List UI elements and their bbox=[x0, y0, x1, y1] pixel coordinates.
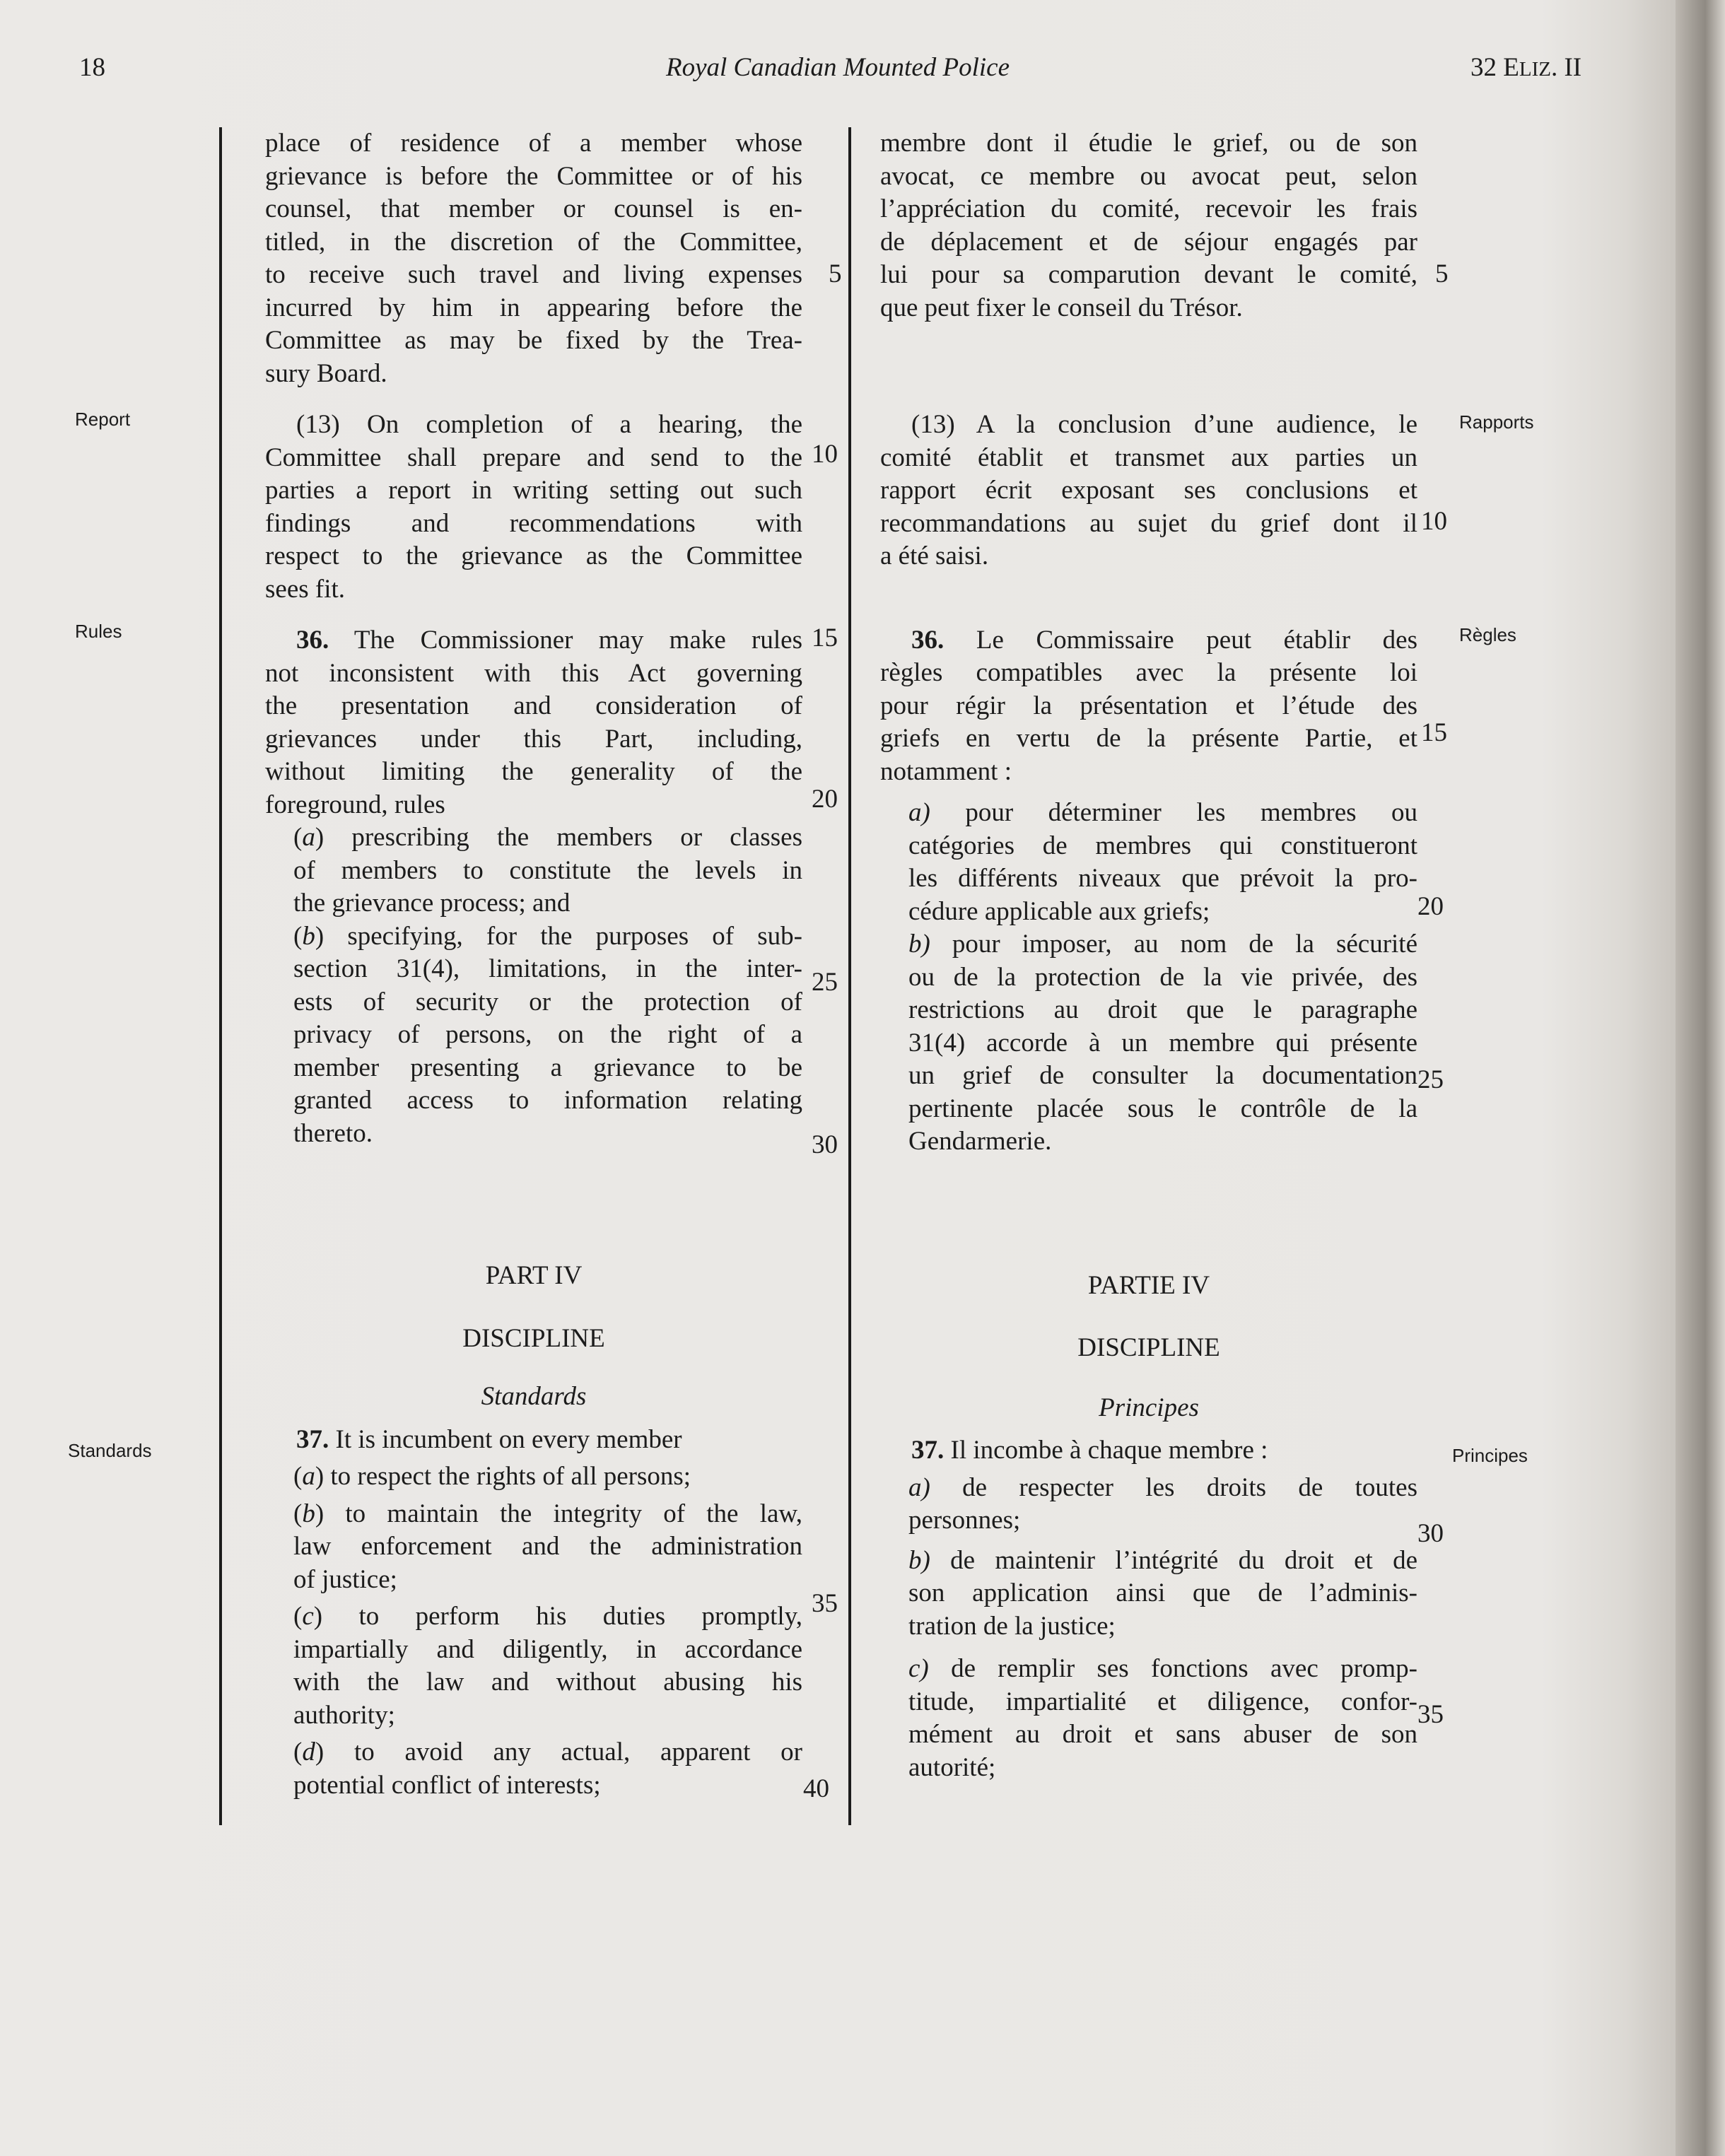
fr-s36-number: 36. bbox=[911, 625, 945, 655]
en-s36b-line: privacy of persons, on the right of a bbox=[293, 1020, 802, 1049]
en-para12-line: grievance is before the Committee or of his bbox=[265, 161, 802, 191]
en-s37a-line: (a) to respect the rights of all persons; bbox=[293, 1462, 691, 1491]
en-line-number: 40 bbox=[803, 1774, 829, 1803]
fr-s36b-line: 31(4) accorde à un membre qui présente bbox=[908, 1028, 1417, 1058]
spacer bbox=[880, 1424, 1417, 1434]
fr-s37a-label: a) bbox=[908, 1472, 930, 1502]
french-column bbox=[880, 127, 1417, 1784]
spacer bbox=[265, 606, 802, 624]
fr-s37c-line: mément au droit et sans abuser de son bbox=[908, 1720, 1417, 1749]
en-s37-intro: It is incumbent on every member bbox=[335, 1424, 682, 1454]
fr-s37c-text: de remplir ses fonctions avec promp- bbox=[951, 1654, 1417, 1683]
en-s37c-last: authority; bbox=[293, 1700, 395, 1730]
fr-s37b-text: de maintenir l’intégrité du droit et de bbox=[950, 1545, 1417, 1575]
en-para12-line: to receive such travel and living expenses bbox=[265, 260, 802, 289]
en-para12-line: Committee as may be fixed by the Trea- bbox=[265, 326, 802, 355]
fr-s36b-text: pour imposer, au nom de la sécurité bbox=[952, 930, 1417, 959]
fr-s36b-line: pertinente placée sous le contrôle de la bbox=[908, 1094, 1417, 1123]
en-s36-line: without limiting the generality of the bbox=[265, 757, 802, 786]
fr-s37a-last: personnes; bbox=[908, 1506, 1021, 1535]
fr-line-number: 35 bbox=[1417, 1700, 1444, 1729]
en-s37c-text: to perform his duties promptly, bbox=[358, 1602, 802, 1631]
fr-s36-line bbox=[880, 624, 1417, 657]
en-line-number: 35 bbox=[812, 1589, 838, 1618]
fr-s36-line: règles compatibles avec la présente loi bbox=[880, 658, 1417, 687]
fr-s36a-label: a) bbox=[908, 798, 930, 827]
spacer bbox=[880, 788, 1417, 797]
en-para13-line: findings and recommendations with bbox=[265, 508, 802, 538]
en-s37b-text: to maintain the integrity of the law, bbox=[345, 1499, 802, 1528]
en-s37d-line: (d) to avoid any actual, apparent or bbox=[293, 1738, 803, 1767]
spacer bbox=[880, 324, 1417, 409]
en-para13-line: (13) On completion of a hearing, the bbox=[296, 410, 802, 439]
spacer bbox=[265, 1414, 802, 1424]
en-s36-line: the presentation and consideration of bbox=[265, 691, 802, 720]
spacer bbox=[265, 1355, 802, 1381]
fr-s36b-line bbox=[880, 928, 1417, 961]
fr-line-number: 25 bbox=[1417, 1065, 1444, 1094]
fr-s37b-label: b) bbox=[908, 1545, 930, 1575]
fr-para12-line: membre dont il étudie le grief, ou de son bbox=[880, 129, 1417, 158]
en-s37d-label: d bbox=[302, 1738, 315, 1767]
en-para12-line: counsel, that member or counsel is en- bbox=[265, 194, 802, 223]
fr-s36b-line: restrictions au droit que le paragraphe bbox=[908, 995, 1417, 1024]
fr-s36a-text: pour déterminer les membres ou bbox=[965, 798, 1418, 827]
en-s36b-line: section 31(4), limitations, in the inter- bbox=[293, 954, 802, 983]
fr-s37c-line: titude, impartialité et diligence, confor- bbox=[908, 1687, 1417, 1716]
en-s37c-line: with the law and without abusing his bbox=[293, 1668, 802, 1697]
fr-para13-line: (13) A la conclusion d’une audience, le bbox=[911, 410, 1417, 439]
fr-s36a-line: les différents niveaux que prévoit la pro- bbox=[908, 864, 1417, 893]
fr-s37-line bbox=[880, 1434, 1417, 1467]
spacer bbox=[265, 390, 802, 409]
spacer bbox=[880, 573, 1417, 624]
en-s37b-last: of justice; bbox=[293, 1564, 397, 1594]
margin-note-standards-en: Standards bbox=[68, 1440, 152, 1461]
en-s36-last: foreground, rules bbox=[265, 790, 445, 819]
en-s37c-label: c bbox=[302, 1602, 314, 1631]
en-para13-last: sees fit. bbox=[265, 574, 346, 604]
en-s37c-line: impartially and diligently, in accordance bbox=[293, 1634, 802, 1664]
fr-s37a-line bbox=[880, 1472, 1417, 1505]
en-s37b-line: law enforcement and the administration bbox=[293, 1532, 802, 1561]
fr-s36a-line bbox=[880, 797, 1417, 830]
fr-para12-line: l’appréciation du comité, recevoir les frais bbox=[880, 194, 1417, 223]
spacer bbox=[880, 1302, 1417, 1332]
regnal-year bbox=[1470, 52, 1581, 83]
spacer bbox=[880, 1643, 1417, 1653]
en-s36b-last: thereto. bbox=[293, 1118, 373, 1148]
en-s36a-line: of members to constitute the levels in bbox=[293, 855, 802, 885]
spacer bbox=[265, 1293, 802, 1323]
en-s37d-text: to avoid any actual, apparent or bbox=[353, 1738, 803, 1767]
fr-para13-line: recommandations au sujet du grief dont il bbox=[880, 508, 1417, 538]
en-line-number: 15 bbox=[812, 623, 838, 652]
english-column bbox=[265, 127, 802, 1802]
en-s36-line: grievances under this Part, including, bbox=[265, 724, 802, 754]
fr-part-title: DISCIPLINE bbox=[1077, 1333, 1220, 1362]
fr-s37b-line bbox=[880, 1545, 1417, 1578]
margin-note-report-fr: Rapports bbox=[1459, 411, 1534, 433]
fr-line-number: 20 bbox=[1417, 892, 1444, 921]
fr-para13-line: rapport écrit exposant ses conclusions et bbox=[880, 476, 1417, 505]
fr-s36-line: griefs en vertu de la présente Partie, et bbox=[880, 724, 1417, 753]
fr-s36b-line: ou de la protection de la vie privée, des bbox=[908, 962, 1417, 992]
en-s36-number: 36. bbox=[296, 626, 329, 655]
fr-s37b-line: son application ainsi que de l’adminis- bbox=[908, 1578, 1417, 1607]
en-s36b-line: granted access to information relating bbox=[293, 1086, 802, 1115]
en-para13-line: Committee shall prepare and send to the bbox=[265, 443, 802, 472]
regnal-year-prefix: 32 E bbox=[1470, 53, 1519, 82]
fr-para12-last: que peut fixer le conseil du Trésor. bbox=[880, 293, 1243, 322]
fr-s36b-label: b) bbox=[908, 930, 930, 959]
fr-s36a-line: catégories de membres qui constitueront bbox=[908, 831, 1417, 860]
en-s36a-text: prescribing the members or classes bbox=[351, 823, 802, 852]
margin-note-report-en: Report bbox=[75, 409, 131, 430]
fr-para12-line: de déplacement et de séjour engagés par bbox=[880, 227, 1417, 257]
fr-s36-last: notamment : bbox=[880, 756, 1012, 786]
en-para13-line: parties a report in writing setting out such bbox=[265, 476, 802, 505]
fr-part-heading: PARTIE IV bbox=[1087, 1270, 1210, 1300]
en-s36b-text: specifying, for the purposes of sub- bbox=[347, 921, 802, 951]
en-s37-line bbox=[265, 1424, 802, 1457]
book-spine-edge bbox=[1676, 0, 1725, 2156]
fr-para13-last: a été saisi. bbox=[880, 541, 989, 570]
en-s37d-last: potential conflict of interests; bbox=[293, 1770, 601, 1800]
spacer bbox=[880, 1365, 1417, 1392]
en-s37b-line: (b) to maintain the integrity of the law, bbox=[293, 1499, 802, 1528]
running-title: Royal Canadian Mounted Police bbox=[665, 53, 1010, 82]
en-standards-heading: Standards bbox=[481, 1382, 587, 1411]
margin-note-rules-en: Rules bbox=[75, 621, 122, 642]
en-part-heading: PART IV bbox=[485, 1261, 583, 1290]
fr-para13-line: comité établit et transmet aux parties un bbox=[880, 443, 1417, 472]
en-s37-number: 37. bbox=[296, 1424, 329, 1454]
fr-s37-intro: Il incombe à chaque membre : bbox=[950, 1436, 1268, 1465]
en-s36b-label: b bbox=[302, 921, 315, 951]
fr-s37-number: 37. bbox=[911, 1436, 945, 1465]
regnal-year-suffix: . II bbox=[1550, 53, 1582, 82]
spacer bbox=[265, 1150, 802, 1260]
regnal-year-smallcaps: LIZ bbox=[1519, 58, 1551, 81]
en-s36a-label: a bbox=[302, 823, 315, 852]
fr-s37b-last: tration de la justice; bbox=[908, 1611, 1116, 1641]
fr-s37c-label: c) bbox=[908, 1654, 929, 1683]
fr-s36a-last: cédure applicable aux griefs; bbox=[908, 896, 1210, 926]
en-s36b-line: ests of security or the protection of bbox=[293, 987, 802, 1017]
en-line-number: 5 bbox=[829, 259, 842, 288]
en-para12-line: incurred by him in appearing before the bbox=[265, 293, 802, 322]
en-line-number: 20 bbox=[812, 785, 838, 814]
en-s36b-line: member presenting a grievance to be bbox=[293, 1053, 802, 1082]
spacer bbox=[880, 1537, 1417, 1545]
en-line-number: 10 bbox=[812, 440, 838, 469]
left-column-rule bbox=[219, 127, 222, 1825]
en-para12-last: sury Board. bbox=[265, 358, 387, 388]
en-para13-line: respect to the grievance as the Committee bbox=[265, 541, 802, 570]
fr-s36b-line: un grief de consulter la documentation bbox=[908, 1061, 1417, 1090]
spacer bbox=[880, 1159, 1417, 1270]
margin-note-rules-fr: Règles bbox=[1459, 624, 1516, 645]
fr-standards-heading: Principes bbox=[1099, 1393, 1199, 1422]
en-para12-line: titled, in the discretion of the Committee, bbox=[265, 227, 802, 257]
fr-line-number: 15 bbox=[1421, 718, 1447, 747]
fr-line-number: 30 bbox=[1417, 1519, 1444, 1548]
fr-line-number: 5 bbox=[1435, 259, 1449, 288]
en-line-number: 25 bbox=[812, 968, 838, 997]
fr-para12-line: avocat, ce membre ou avocat peut, selon bbox=[880, 161, 1417, 191]
en-s36a-line: (a) prescribing the members or classes bbox=[293, 823, 802, 852]
en-s36-line bbox=[265, 624, 802, 657]
fr-s37c-last: autorité; bbox=[908, 1752, 996, 1782]
fr-s36-line: pour régir la présentation et l’étude des bbox=[880, 691, 1417, 720]
fr-s36b-last: Gendarmerie. bbox=[908, 1127, 1052, 1156]
fr-para12-line: lui pour sa comparution devant le comité, bbox=[880, 260, 1417, 289]
en-s37b-label: b bbox=[302, 1499, 315, 1528]
en-part-title: DISCIPLINE bbox=[462, 1323, 605, 1353]
en-para12-line: place of residence of a member whose bbox=[265, 129, 802, 158]
en-s36-line: not inconsistent with this Act governing bbox=[265, 658, 802, 688]
fr-s37c-line bbox=[880, 1653, 1417, 1686]
fr-s37a-text: de respecter les droits de toutes bbox=[962, 1472, 1417, 1502]
en-s37a-text: to respect the rights of all persons; bbox=[330, 1462, 691, 1491]
en-s36a-last: the grievance process; and bbox=[293, 889, 571, 918]
fr-line-number: 10 bbox=[1421, 507, 1447, 536]
margin-note-standards-fr: Principes bbox=[1452, 1445, 1528, 1466]
en-line-number: 30 bbox=[812, 1130, 838, 1159]
en-s36b-line: (b) specifying, for the purposes of sub- bbox=[293, 921, 802, 951]
en-s37c-line: (c) to perform his duties promptly, bbox=[293, 1602, 802, 1631]
en-s37a-label: a bbox=[302, 1462, 315, 1491]
center-column-rule bbox=[848, 127, 851, 1825]
fr-s36-text: Le Commissaire peut établir des bbox=[976, 625, 1417, 655]
page-number: 18 bbox=[79, 53, 105, 82]
en-s36-text: The Commissioner may make rules bbox=[353, 626, 802, 655]
